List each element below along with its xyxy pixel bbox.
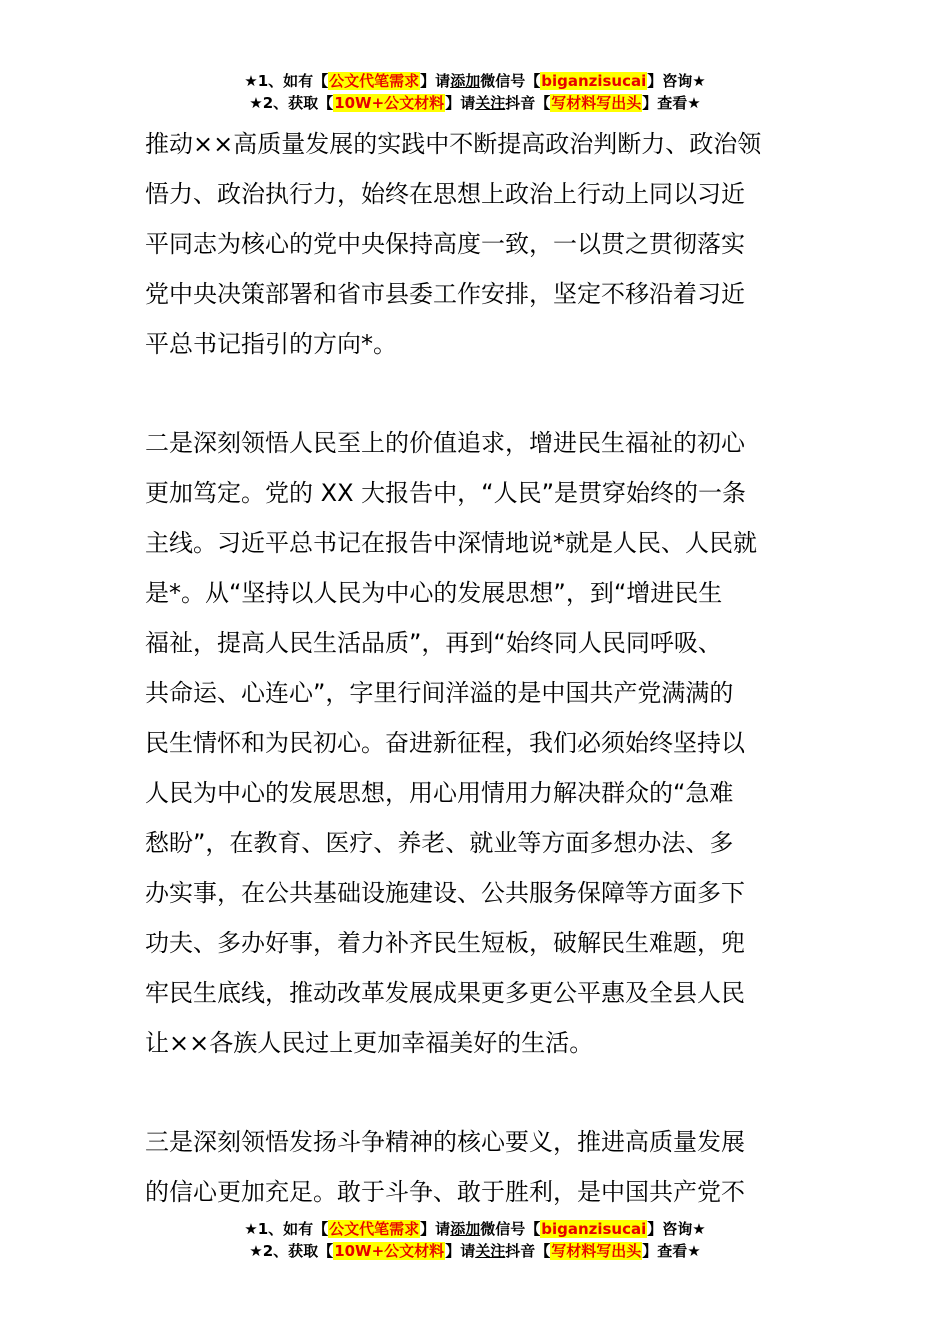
text-line: 功夫、多办好事，着力补齐民生短板，破解民生难题，兜 (145, 929, 745, 957)
text-line: 共命运、心连心”，字里行间洋溢的是中国共产党满满的 (145, 679, 734, 707)
header-banner (0, 70, 950, 114)
text-line: 的信心更加充足。敢于斗争、敢于胜利，是中国共产党不 (145, 1178, 745, 1206)
text-line: 民生情怀和为民初心。奋进新征程，我们必须始终坚持以 (145, 729, 745, 757)
text-line: 办实事，在公共基础设施建设、公共服务保障等方面多下 (145, 879, 745, 907)
text-line: 更加笃定。党的 XX 大报告中，“人民”是贯穿始终的一条 (145, 479, 747, 507)
banner-text: ★1、如有【 (244, 72, 329, 90)
highlight-materials: 10W+公文材料 (334, 1242, 445, 1260)
paragraph-gap (145, 1068, 815, 1117)
text-line: 让××各族人民过上更加幸福美好的生活。 (145, 1029, 594, 1057)
banner-underlined-text: 添加 (450, 1220, 481, 1238)
banner-line-2 (0, 1240, 950, 1262)
banner-text: 】查看★ (642, 94, 701, 112)
highlight-douyin-account: 写材料写出头 (551, 1242, 642, 1260)
banner-text: 抖音【 (505, 94, 551, 112)
footer-banner (0, 1218, 950, 1262)
highlight-wechat-id: biganzisucai (541, 1220, 647, 1238)
text-line: 党中央决策部署和省市县委工作安排，坚定不移沿着习近 (145, 280, 745, 308)
text-line: 推动××高质量发展的实践中不断提高政治判断力、政治领 (145, 130, 762, 158)
text-line: 牢民生底线，推动改革发展成果更多更公平惠及全县人民 (145, 979, 745, 1007)
banner-underlined-text: 关注 (475, 94, 506, 112)
document-body (145, 119, 815, 1217)
banner-text: 】请 (420, 1220, 451, 1238)
text-line: 主线。习近平总书记在报告中深情地说*就是人民、人民就 (145, 529, 757, 557)
paragraph-2 (145, 418, 815, 1068)
banner-text: 】请 (445, 1242, 476, 1260)
text-line: 悟力、政治执行力，始终在思想上政治上行动上同以习近 (145, 180, 745, 208)
highlight-materials: 10W+公文材料 (334, 94, 445, 112)
paragraph-gap (145, 369, 815, 418)
text-line: 三是深刻领悟发扬斗争精神的核心要义，推进高质量发展 (145, 1128, 745, 1156)
paragraph-3 (145, 1117, 815, 1217)
banner-text: ★2、获取【 (249, 1242, 334, 1260)
banner-line-2 (0, 92, 950, 114)
banner-text: 】请 (445, 94, 476, 112)
text-line: 二是深刻领悟人民至上的价值追求，增进民生福祉的初心 (145, 429, 745, 457)
banner-text: 】请 (420, 72, 451, 90)
highlight-douyin-account: 写材料写出头 (551, 94, 642, 112)
text-line: 愁盼”，在教育、医疗、养老、就业等方面多想办法、多 (145, 829, 734, 857)
banner-text: 微信号【 (480, 72, 541, 90)
highlight-service: 公文代笔需求 (329, 1220, 420, 1238)
banner-text: ★2、获取【 (249, 94, 334, 112)
highlight-service: 公文代笔需求 (329, 72, 420, 90)
banner-text: 】咨询★ (647, 1220, 706, 1238)
banner-text: 】查看★ (642, 1242, 701, 1260)
banner-text: 微信号【 (480, 1220, 541, 1238)
text-line: 人民为中心的发展思想，用心用情用力解决群众的“急难 (145, 779, 734, 807)
highlight-wechat-id: biganzisucai (541, 72, 647, 90)
banner-text: 抖音【 (505, 1242, 551, 1260)
text-line: 平总书记指引的方向*。 (145, 330, 397, 358)
banner-underlined-text: 添加 (450, 72, 481, 90)
paragraph-1 (145, 119, 815, 369)
banner-text: ★1、如有【 (244, 1220, 329, 1238)
text-line: 是*。从“坚持以人民为中心的发展思想”，到“增进民生 (145, 579, 723, 607)
banner-underlined-text: 关注 (475, 1242, 506, 1260)
text-line: 福祉，提高人民生活品质”，再到“始终同人民同呼吸、 (145, 629, 722, 657)
banner-line-1 (0, 70, 950, 92)
banner-line-1 (0, 1218, 950, 1240)
text-line: 平同志为核心的党中央保持高度一致，一以贯之贯彻落实 (145, 230, 745, 258)
banner-text: 】咨询★ (647, 72, 706, 90)
